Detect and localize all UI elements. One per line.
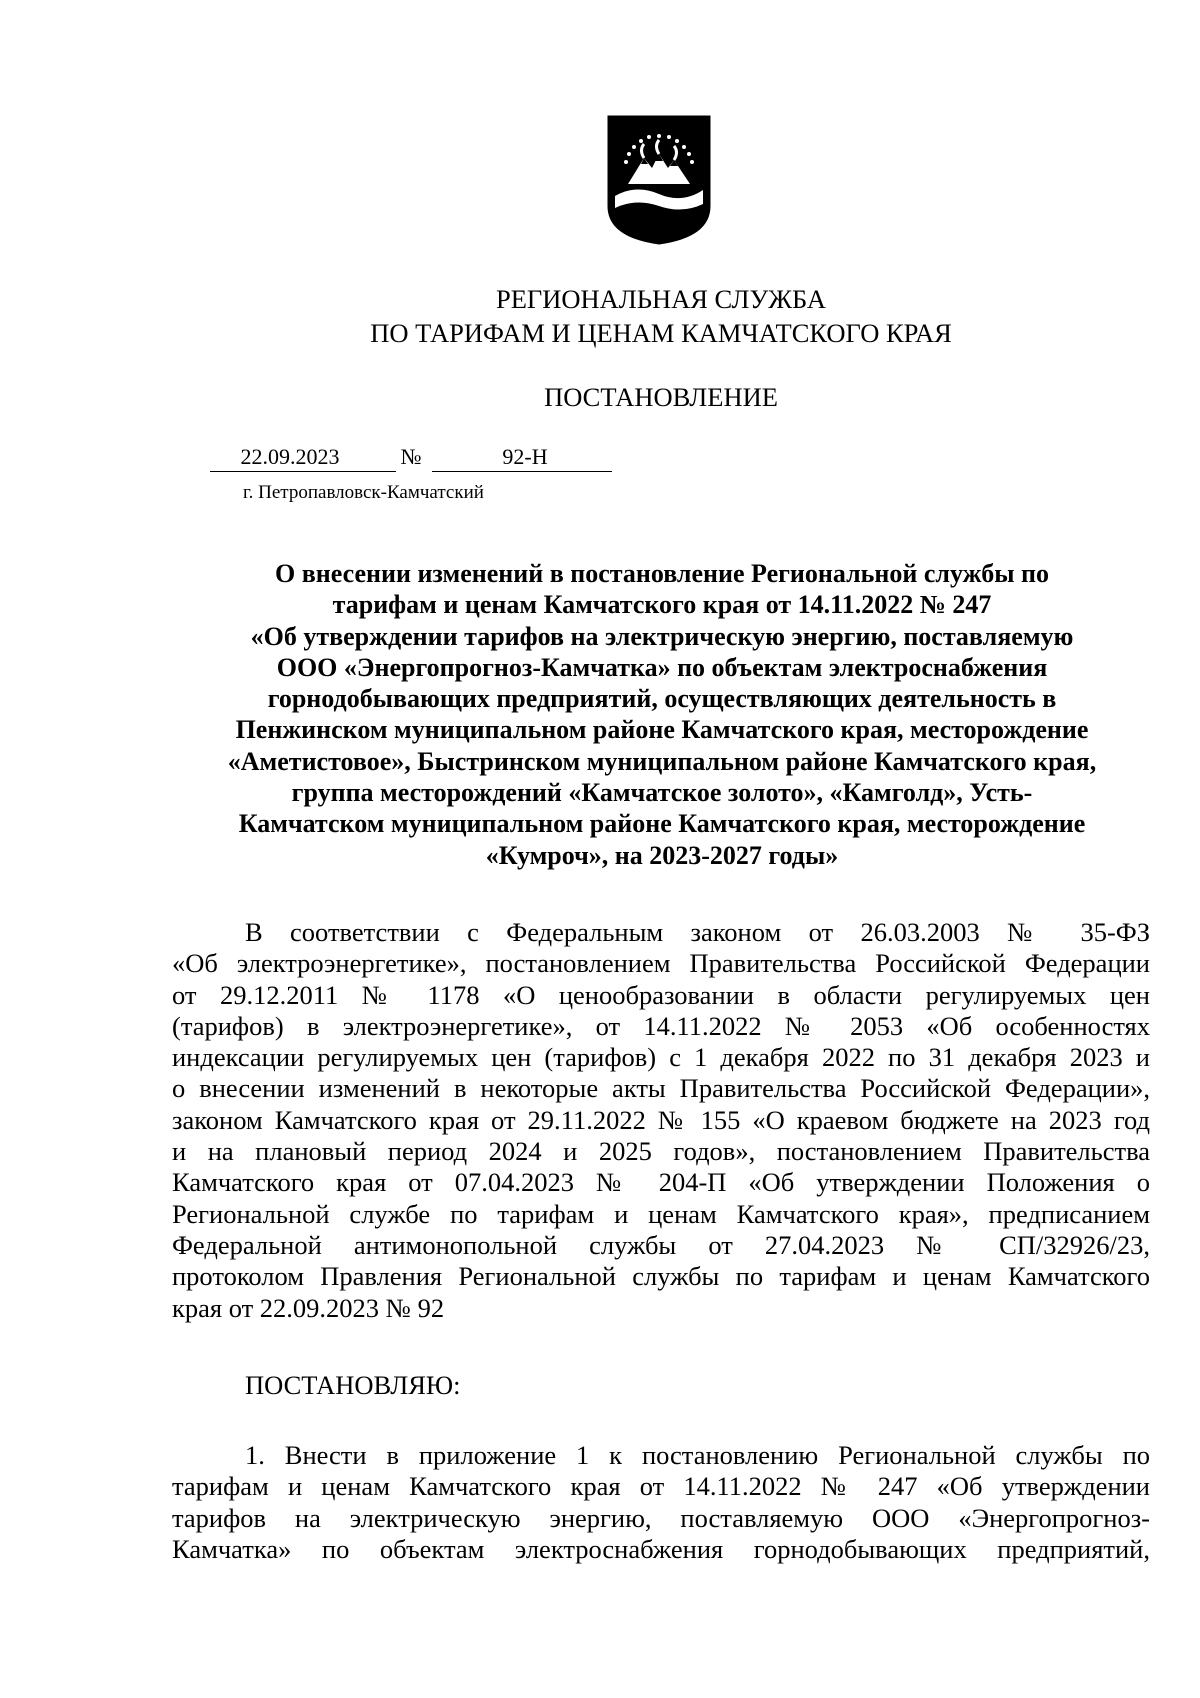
date-underline <box>210 471 396 472</box>
item-1-line: тарифам и ценам Камчатского края от 14.11.2022 № 247 «Об утверждении <box>172 1471 1150 1502</box>
title-line: группа месторождений «Камчатское золото», «Камголд», Усть- <box>291 778 1033 808</box>
preamble-line: «Об электроэнергетике», постановлением Правительства Российской Федерации <box>172 948 1150 979</box>
preamble-line: и на плановый период 2024 и 2025 годов», постановлением Правительства <box>172 1136 1150 1167</box>
preamble-line: о внесении изменений в некоторые акты Правительства Российской Федерации», <box>172 1073 1150 1104</box>
title-line: Пенжинском муниципальном районе Камчатского края, месторождение <box>235 715 1089 745</box>
document-number: 92-Н <box>502 444 548 469</box>
preamble-line: от 29.12.2011 № 1178 «О ценообразовании в области регулируемых цен <box>172 979 1150 1010</box>
preamble-line: индексации регулируемых цен (тарифов) с 1 декабря 2022 по 31 декабря 2023 и <box>172 1042 1150 1073</box>
preamble-line: Федеральной антимонопольной службы от 27.04.2023 № СП/32926/23, <box>172 1229 1150 1260</box>
city: г. Петропавловск-Камчатский <box>243 482 484 503</box>
preamble-line: Региональной службе по тарифам и ценам Камчатского края», предписанием <box>172 1198 1150 1229</box>
title-line: Камчатском муниципальном районе Камчатского края, месторождение <box>238 809 1086 839</box>
preamble-line: В соответствии с Федеральным законом от 26.03.2003 № 35-ФЗ <box>245 917 1150 947</box>
decree-word: ПОСТАНОВЛЯЮ: <box>245 1370 461 1400</box>
preamble-line: края от 22.09.2023 № 92 <box>172 1292 445 1323</box>
organization-name <box>0 282 1200 350</box>
item-1-line: тарифов на электрическую энергию, поставляемую ООО «Энергопрогноз- <box>172 1502 1150 1533</box>
item-1-paragraph <box>172 1440 1150 1565</box>
title-line: горнодобывающих предприятий, осуществляющих деятельность в <box>267 684 1057 714</box>
title-line: тарифам и ценам Камчатского края от 14.11.2022 № 247 <box>332 590 992 620</box>
title-line: ООО «Энергопрогноз-Камчатка» по объектам электроснабжения <box>276 652 1048 682</box>
org-line-2: ПО ТАРИФАМ И ЦЕНАМ КАМЧАТСКОГО КРАЯ <box>370 318 952 348</box>
document-type: ПОСТАНОВЛЕНИЕ <box>544 382 778 412</box>
preamble-line: (тарифов) в электроэнергетике», от 14.11.2022 № 2053 «Об особенностях <box>172 1010 1150 1041</box>
title-line: «Аметистовое», Быстринском муниципальном районе Камчатского края, <box>227 746 1097 776</box>
number-underline <box>432 471 612 472</box>
org-line-1: РЕГИОНАЛЬНАЯ СЛУЖБА <box>495 284 827 314</box>
number-sign: № <box>400 444 422 469</box>
item-1-line: Камчатка» по объектам электроснабжения горнодобывающих предприятий, <box>172 1533 1150 1564</box>
document-date: 22.09.2023 <box>240 444 340 469</box>
title-line: О внесении изменений в постановление Региональной службы по <box>275 559 1049 588</box>
title-line: «Кумроч», на 2023-2027 годы» <box>485 840 839 870</box>
preamble-line: протоколом Правления Региональной службы по тарифам и ценам Камчатского <box>172 1261 1150 1292</box>
item-1-line: 1. Внести в приложение 1 к постановлению Региональной службы по <box>245 1440 1150 1470</box>
kamchatka-coat-of-arms-icon <box>606 114 712 246</box>
title-line: «Об утверждении тарифов на электрическую энергию, поставляемую <box>250 621 1074 651</box>
document-title <box>172 558 1152 871</box>
preamble-paragraph <box>172 917 1150 1324</box>
preamble-line: Камчатского края от 07.04.2023 № 204-П «Об утверждении Положения о <box>172 1167 1150 1198</box>
preamble-line: законом Камчатского края от 29.11.2022 № 155 «О краевом бюджете на 2023 год <box>172 1104 1150 1135</box>
